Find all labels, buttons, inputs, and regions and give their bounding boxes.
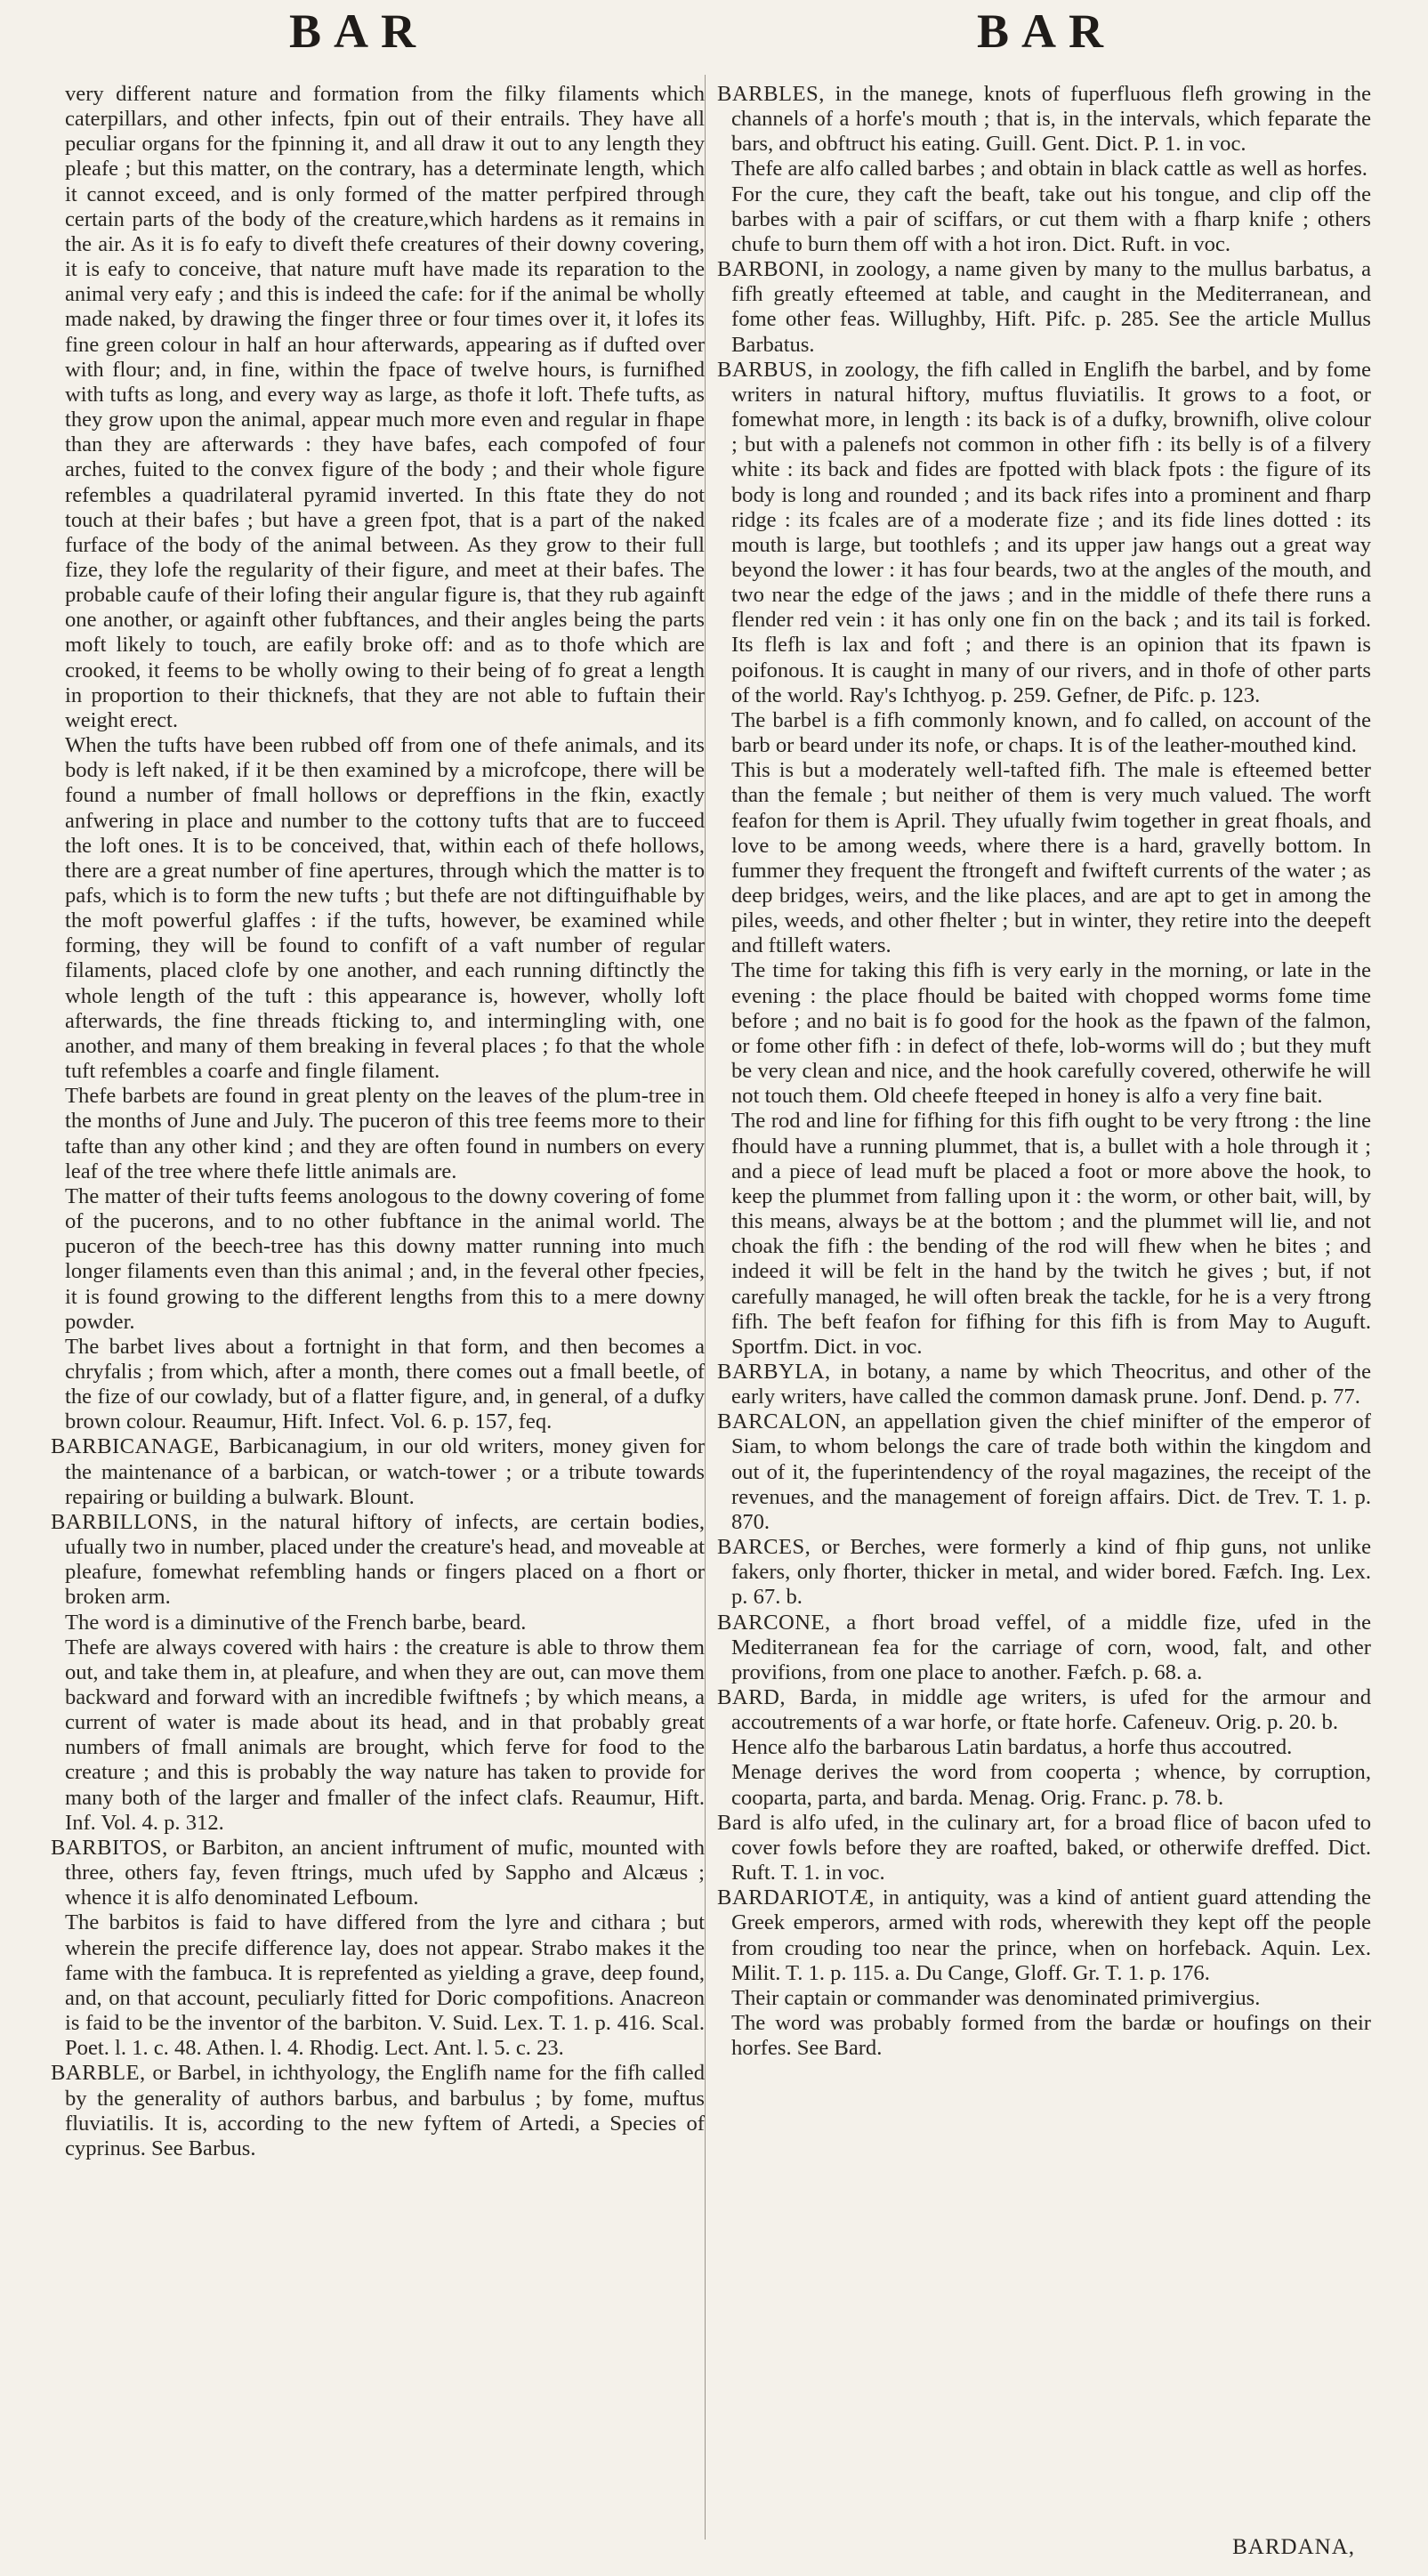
dictionary-entry [51,1836,705,1910]
entry-paragraph [717,2011,1371,2061]
entry-paragraph [717,708,1371,758]
dictionary-entry [717,1360,1371,1409]
entry-headword: BARBLES, [717,82,825,106]
entry-text: an appellation given the chief minifter of the emperor of Siam, to whom belongs the care of trade both within the kingdom and out of it, the fuperintendency of the royal magazines, the receipt of the revenues, and the management of foreign affairs. Dict. de Trev. T. 1. p. 870. [731,1409,1371,1534]
entry-text: Their captain or commander was denominated primivergius. [731,1985,1261,2010]
entry-text: in zoology, the fifh called in Englifh the barbel, and by fome writers in natural hiftory, muftus fluviatilis. It grows to a foot, or fomewhat more, in length : its back is of a dufky, brownifh, olive colour ; but with a palenefs not common in other fifh : its belly is of a filvery white : its back and fides are fpotted with black fpots : the figure of its body is long and rounded ; and its back rifes into a prominent and fharp ridge : its fcales are of a moderate fize ; and its fide lines dotted : its mouth is large, but toothlefs ; and its upper jaw hangs out a great way beyond the lower : it has four beards, two at the angles of the mouth, and two near the edge of the jaws ; and in the middle of thefe there runs a flender red vein : it has only one fin on the back ; and its tail is forked. Its flefh is lax and foft ; and there is an opinion that its fpawn is poifonous. It is caught in many of our rivers, and in thofe of other parts of the world. Ray's Ichthyog. p. 259. Gefner, de Pifc. p. 123. [731,357,1371,707]
entry-text: or Barbel, in ichthyology, the Englifh name for the fifh called by the generality of authors barbus, and barbulus ; by fome, muftus fluviatilis. It is, according to the new fyftem of Artedi, a Species of cyprinus. See Barbus. [65,2061,705,2160]
entry-text: in antiquity, was a kind of antient guard attending the Greek emperors, armed with rods, wherewith they kept off the people from crouding too near the prince, when on horfeback. Aquin. Lex. Milit. T. 1. p. 115. a. Du Cange, Gloff. Gr. T. 1. p. 176. [731,1886,1371,1985]
entry-text: in zoology, a name given by many to the mullus barbatus, a fifh greatly efteemed at table, and caught in the Mediterranean, and fome other feas. Willughby, Hift. Pifc. p. 285. See the article Mullus Barbatus. [731,257,1371,357]
entry-text: in the manege, knots of fuperfluous flefh growing in the channels of a horfe's mouth ; that is, in the intervals, which feparate the bars, and obftruct his eating. Guill. Gent. Dict. P. 1. in voc. [731,82,1371,157]
entry-text: Thefe barbets are found in great plenty on the leaves of the plum-tree in the months of June and July. The puceron of this tree feems more to their tafte than any other kind ; and they are often found in numbers on every leaf of the tree where thefe little animals are. [65,1084,705,1183]
entry-paragraph [717,182,1371,257]
entry-paragraph [51,1335,705,1435]
dictionary-entry [51,2061,705,2161]
dictionary-entry [51,1434,705,1509]
running-head-right: BAR [977,4,1117,58]
entry-headword: BARBILLONS, [51,1509,199,1534]
entry-paragraph [717,758,1371,958]
right-column [717,82,1371,2061]
catchword: BARDANA, [1232,2535,1355,2559]
entry-headword: BARBITOS, [51,1835,168,1860]
entry-text: Hence alfo the barbarous Latin bardatus, a horfe thus accoutred. [731,1735,1293,1760]
entry-paragraph [51,1910,705,2061]
entry-text: The barbet lives about a fortnight in that form, and then becomes a chryfalis ; from which, after a month, there comes out a fmall beetle, of the fize of our cowlady, but of a flatter figure, and, in general, of a dufky brown colour. Reaumur, Hift. Infect. Vol. 6. p. 157, feq. [65,1334,705,1434]
entry-paragraph [717,1986,1371,2011]
entry-paragraph [51,82,705,733]
entry-text: is alfo ufed, in the culinary art, for a broad flice of bacon ufed to cover fowls before they are roafted, baked, or otherwife dreffed. Dict. Ruft. T. 1. in voc. [731,1810,1371,1886]
entry-paragraph [51,1084,705,1184]
entry-text: in botany, a name by which Theocritus, and other of the early writers, have called the common damask prune. Jonf. Dend. p. 77. [731,1359,1371,1409]
entry-text: This is but a moderately well-tafted fifh. The male is efteemed better than the female ; but neither of them is very much valued. The worft feafon for them is April. They ufually fwim together in great fhoals, and love to be among weeds, where there is a hard, gravelly bottom. In fummer they frequent the ftrongeft and fwifteft currents of the water ; as deep bridges, weirs, and the like places, and are apt to get in among the piles, weeds, and other fhelter ; but in winter, they retire into the deepeft and ftilleft waters. [731,758,1371,958]
entry-text: The word was probably formed from the bardæ or houfings on their horfes. See Bard. [731,2011,1371,2061]
entry-text: Thefe are always covered with hairs : the creature is able to throw them out, and take them in, at pleafure, and when they are out, can move them backward and forward with an incredible fwiftnefs ; by which means, a current of water is made about its head, and in that probably great numbers of fmall animals are brought, which ferve for food to the creature ; and this is probably the way nature has taken to provide for many both of the larger and fmaller of the infect clafs. Reaumur, Hift. Inf. Vol. 4. p. 312. [65,1635,705,1835]
entry-paragraph [51,1611,705,1635]
dictionary-entry [717,1409,1371,1535]
entry-headword: BARCES, [717,1535,811,1560]
column-rule [705,75,706,2540]
dictionary-entry [717,1886,1371,1986]
entry-text: The barbel is a fifh commonly known, and fo called, on account of the barb or beard under its nofe, or chaps. It is of the leather-mouthed kind. [731,707,1371,758]
entry-text: The word is a diminutive of the French barbe, beard. [65,1610,527,1635]
entry-headword: BARBUS, [717,357,814,382]
entry-paragraph [51,1184,705,1335]
entry-text: When the tufts have been rubbed off from one of thefe animals, and its body is left naked, if it be then examined by a microfcope, there will be found a number of fmall hollows or depreffions in the fkin, exactly anfwering in place and number to the cottony tufts that are to fucceed the loft ones. It is to be conceived, that, within each of thefe hollows, there are a great number of fine apertures, through which the matter is to pafs, which is to form the new tufts ; but thefe are not diftinguifhable by the moft powerful glaffes : if the tufts, however, be examined while forming, they will be found to confift of a vaft number of regular filaments, placed clofe by one another, and each running diftinctly the whole length of the tuft : this appearance is, however, wholly loft afterwards, the fine threads fticking to, and intermingling with, one another, and many of them breaking in feveral places ; fo that the whole tuft refembles a coarfe and fingle filament. [65,733,705,1084]
left-column [51,82,705,2161]
entry-text: The matter of their tufts feems anologous to the downy covering of fome of the pucerons, and to no other fubftance in the animal world. The puceron of the beech-tree has this downy matter running into much longer filaments even than this animal ; and, in the feveral other fpecies, it is found growing to the different lengths from this to a mere downy powder. [65,1183,705,1334]
dictionary-entry [717,1685,1371,1735]
entry-text: The barbitos is faid to have differed from the lyre and cithara ; but wherein the precife difference lay, does not appear. Strabo makes it the fame with the fambuca. It is reprefented as yielding a grave, deep found, and, on that account, peculiarly fitted for Doric compofitions. Anacreon is faid to be the inventor of the barbiton. V. Suid. Lex. T. 1. p. 416. Scal. Poet. l. 1. c. 48. Athen. l. 4. Rhodig. Lect. Ant. l. 5. c. 23. [65,1910,705,2061]
entry-text: Barbicanagium, in our old writers, money given for the maintenance of a barbican, or watch-tower ; or a tribute towards repairing or building a bulwark. Blount. [65,1434,705,1509]
dictionary-entry [717,358,1371,708]
dictionary-entry [51,1510,705,1611]
entry-text: Thefe are alfo called barbes ; and obtain in black cattle as well as horfes. [731,157,1367,182]
entry-paragraph [51,733,705,1084]
entry-text: Barda, in middle age writers, is ufed for the armour and accoutrements of a war horfe, or ftate horfe. Cafeneuv. Orig. p. 20. b. [731,1685,1371,1735]
entry-text: or Berches, were formerly a kind of fhip guns, not unlike fakers, only fhorter, thicker in metal, and wider bored. Fæfch. Ing. Lex. p. 67. b. [731,1535,1371,1610]
dictionary-entry [717,1811,1371,1886]
entry-text: The time for taking this fifh is very early in the morning, or late in the evening : the place fhould be baited with chopped worms fome time before ; and no bait is fo good for the hook as the fpawn of the falmon, or fome other fifh : in defect of thefe, lob-worms will do ; but they muft be very clean and nice, and the hook carefully covered, otherwife he will not touch them. Old cheefe fteeped in honey is alfo a very fine bait. [731,958,1371,1109]
entry-headword: Bard [717,1810,762,1835]
entry-paragraph [51,1635,705,1836]
entry-text: a fhort broad veffel, of a middle fize, ufed in the Mediterranean fea for the carriage of corn, wood, falt, and other provifions, from one place to another. Fæfch. p. 68. a. [731,1610,1371,1684]
entry-text: Menage derives the word from cooperta ; whence, by corruption, cooparta, parta, and barda. Menag. Orig. Franc. p. 78. b. [731,1760,1371,1810]
entry-headword: BARBICANAGE, [51,1434,220,1459]
entry-paragraph [717,958,1371,1109]
dictionary-entry [717,257,1371,358]
entry-paragraph [717,1760,1371,1810]
entry-paragraph [717,1735,1371,1760]
dictionary-entry [717,1535,1371,1610]
entry-text: or Barbiton, an ancient inftrument of mufic, mounted with three, others fay, feven ftrings, much ufed by Sappho and Alcæus ; whence it is alfo denominated Lefboum. [65,1835,705,1910]
entry-headword: BARD, [717,1685,786,1709]
entry-text: in the natural hiftory of infects, are certain bodies, ufually two in number, placed under the creature's head, and moveable at pleafure, fomewhat refembling hands or fingers placed on a fhort or broken arm. [65,1509,705,1610]
entry-headword: BARCONE, [717,1610,831,1635]
dictionary-entry [717,82,1371,157]
entry-headword: BARBYLA, [717,1359,831,1384]
dictionary-entry [717,1611,1371,1685]
entry-headword: BARCALON, [717,1409,847,1434]
entry-headword: BARBLE, [51,2061,146,2086]
entry-text: For the cure, they caft the beaft, take out his tongue, and clip off the barbes with a pair of sciffars, or cut them with a fharp knife ; others chufe to burn them off with a hot iron. Dict. Ruft. in voc. [731,182,1371,256]
entry-paragraph [717,157,1371,182]
entry-text: The rod and line for fifhing for this fifh ought to be very ftrong : the line fhould have a running plummet, that is, a bullet with a hole through it ; and a piece of lead muft be placed a foot or more above the hook, to keep the plummet from falling upon it : the worm, or other bait, will, by this means, always be at the bottom ; and the plummet will lie, and not choak the fifh : the bending of the rod will fhew when he bites ; and indeed it will be felt in the hand by the twitch he gives ; but, if not carefully managed, he will often break the tackle, for he is a very ftrong fifh. The beft feafon for fifhing for this fifh is from May to Auguft. Sportfm. Dict. in voc. [731,1109,1371,1359]
entry-paragraph [717,1109,1371,1360]
entry-headword: BARDARIOTÆ, [717,1886,875,1910]
entry-headword: BARBONI, [717,257,825,282]
running-head-left: BAR [289,4,429,58]
entry-text: very different nature and formation from the filky filaments which caterpillars, and other infects, fpin out of their entrails. They have all peculiar organs for the fpinning it, and all draw it out to any length they pleafe ; but this matter, on the contrary, has a determinate length, which it cannot exceed, and is only formed of the matter perfpired through certain parts of the body of the creature,which hardens as it remains in the air. As it is fo eafy to diveft thefe creatures of their downy covering, it is eafy to conceive, that nature muft have made its reparation to the animal very eafy ; and this is indeed the cafe: for if the animal be wholly made naked, by drawing the finger three or four times over it, it lofes its fine green colour in half an hour afterwards, appearing as if dufted over with flour; and, in fine, within the fpace of twelve hours, is furnifhed with tufts as long, and every way as large, as thofe it loft. Thefe tufts, as they grow upon the animal, appear much more even and regular in fhape than they are afterwards : they have bafes, each compofed of four arches, fuited to the convex figure of the body ; and their whole figure refembles a quadrilateral pyramid inverted. In this ftate they do not touch at their bafes ; but have a green fpot, that is a part of the naked furface of the body of the animal between. As they grow to their full fize, they lofe the regularity of their figure, and meet at their bafes. The probable caufe of their lofing their angular figure is, that they rub againft one another, or againft other fubftances, and their angles being the parts moft likely to touch, are eafily broke off: and as to thofe which are crooked, it feems to be wholly owing to their being of fo great a length in proportion to their thicknefs, that they are not able to fuftain their weight erect. [65,82,705,732]
